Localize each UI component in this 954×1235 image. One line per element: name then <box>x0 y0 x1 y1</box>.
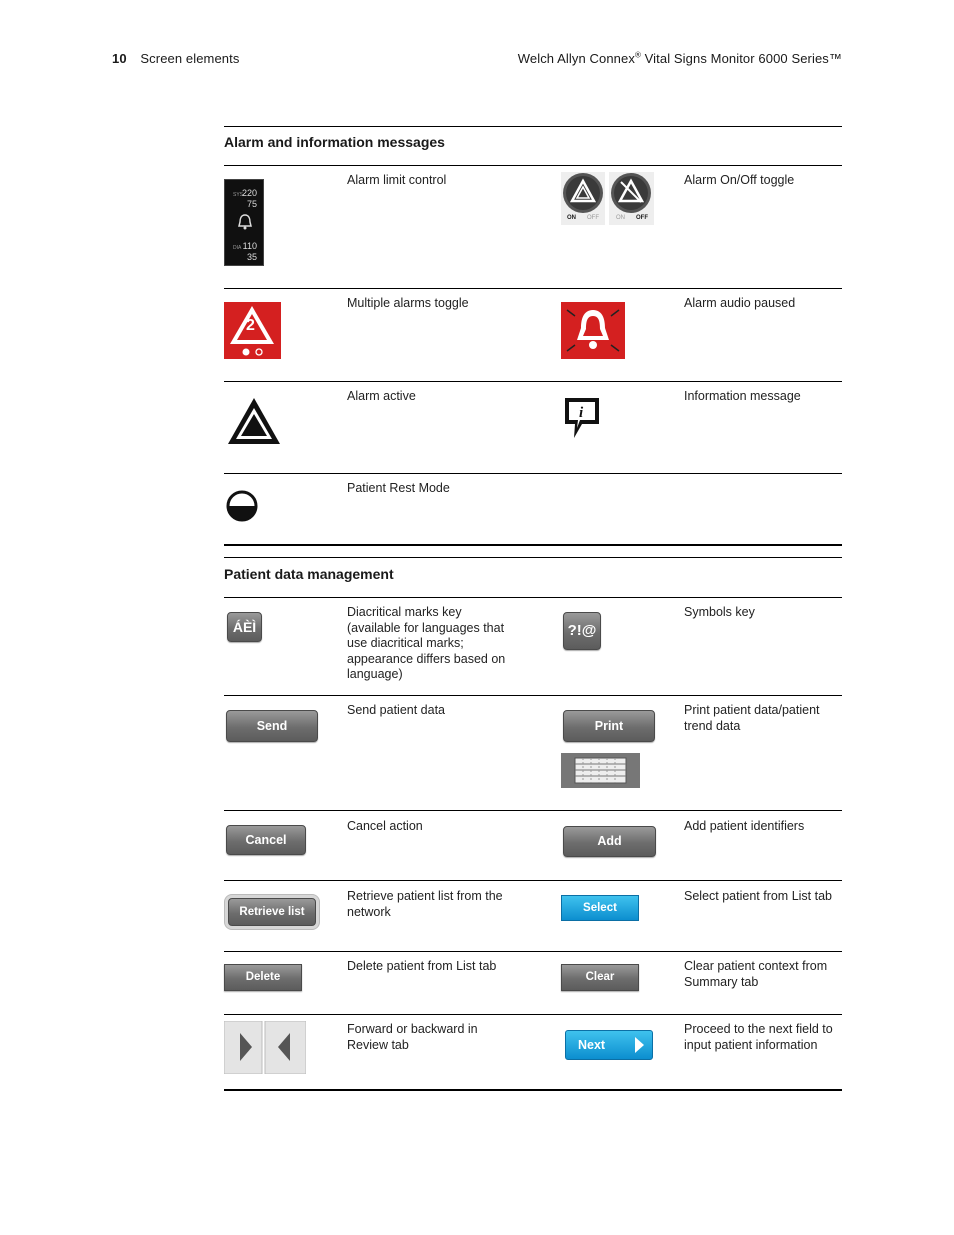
sys-high: 220 <box>241 188 257 198</box>
delete-button[interactable]: Delete <box>224 964 302 991</box>
information-icon <box>562 396 602 440</box>
retrieve-list-button[interactable]: Retrieve list <box>228 898 316 926</box>
alarm-toggle-icon <box>561 172 654 225</box>
keyboard-icon[interactable] <box>561 753 640 788</box>
registered-mark: ® <box>634 50 641 60</box>
dia-high: 110 <box>242 241 257 251</box>
proceed-next-label: Proceed to the next field to input patient information <box>684 1022 833 1052</box>
chevron-right-icon <box>633 1036 645 1054</box>
section-bottom-rule <box>224 1089 842 1091</box>
bell-icon <box>236 213 254 231</box>
page-number: 10 <box>112 51 127 66</box>
multiple-alarms-label: Multiple alarms toggle <box>347 296 469 310</box>
doc-title-rest: Vital Signs Monitor 6000 Series™ <box>640 51 842 66</box>
rest-mode-label: Patient Rest Mode <box>347 481 450 495</box>
alarm-audio-paused-icon <box>561 302 625 359</box>
add-identifiers-label: Add patient identifiers <box>684 819 805 833</box>
doc-title-main: Welch Allyn Connex <box>517 51 635 66</box>
delete-patient-label: Delete patient from List tab <box>347 959 497 973</box>
row-rule <box>224 951 842 952</box>
dia-low: 35 <box>246 252 257 262</box>
review-nav-buttons <box>224 1021 306 1074</box>
row-rule <box>224 880 842 881</box>
sys-label: SYS <box>233 192 244 198</box>
clear-button[interactable]: Clear <box>561 964 639 991</box>
symbols-key[interactable]: ?!@ <box>563 612 601 650</box>
page-header-right <box>518 51 842 66</box>
svg-text:i: i <box>579 405 584 421</box>
alarm-count: 2 <box>246 317 255 334</box>
toggle-on-label-2: ON <box>616 215 625 221</box>
patient-section-title: Patient data management <box>224 566 394 582</box>
cancel-button[interactable]: Cancel <box>226 825 306 855</box>
toggle-off-label-2: OFF <box>636 215 648 221</box>
row-rule <box>224 1014 842 1015</box>
send-data-label: Send patient data <box>347 703 445 717</box>
symbols-key-label: Symbols key <box>684 605 755 619</box>
select-patient-label: Select patient from List tab <box>684 889 832 903</box>
retrieve-list-label: Retrieve patient list from the network <box>347 889 503 919</box>
send-button[interactable]: Send <box>226 710 318 742</box>
alarm-active-label: Alarm active <box>347 389 416 403</box>
page-header-left <box>112 51 239 66</box>
alarm-section-title: Alarm and information messages <box>224 134 445 150</box>
forward-backward-label: Forward or backward in Review tab <box>347 1022 478 1052</box>
rest-mode-icon <box>226 490 258 522</box>
diacritical-key[interactable]: ÁÈÌ <box>227 612 262 642</box>
row-rule <box>224 597 842 598</box>
print-button[interactable]: Print <box>563 710 655 742</box>
next-button[interactable] <box>565 1030 653 1060</box>
cancel-action-label: Cancel action <box>347 819 423 833</box>
row-rule <box>224 810 842 811</box>
section-bottom-rule <box>224 544 842 546</box>
alarm-active-icon <box>224 394 284 450</box>
information-message-label: Information message <box>684 389 801 403</box>
row-rule <box>224 165 842 166</box>
section-name: Screen elements <box>140 51 240 66</box>
toggle-off-label-1: OFF <box>587 215 599 221</box>
section-top-rule <box>224 557 842 558</box>
sys-low: 75 <box>246 199 257 209</box>
diacritical-key-label: Diacritical marks key (available for languages that use diacritical marks; appearance differs based on language) <box>347 605 506 681</box>
alarm-limit-icon <box>224 179 264 266</box>
section-top-rule <box>224 126 842 127</box>
backward-button[interactable] <box>265 1021 306 1074</box>
next-button-label: Next <box>578 1038 606 1052</box>
print-data-label: Print patient data/patient trend data <box>684 703 820 733</box>
dia-label: DIA <box>233 245 242 251</box>
row-rule <box>224 695 842 696</box>
alarm-limit-label: Alarm limit control <box>347 173 447 187</box>
alarm-toggle-label: Alarm On/Off toggle <box>684 173 795 187</box>
toggle-on-label: ON <box>567 215 576 221</box>
forward-button[interactable] <box>224 1021 262 1074</box>
row-rule <box>224 288 842 289</box>
multiple-alarms-icon <box>224 302 281 359</box>
row-rule <box>224 381 842 382</box>
audio-paused-label: Alarm audio paused <box>684 296 796 310</box>
clear-context-label: Clear patient context from Summary tab <box>684 959 828 989</box>
row-rule <box>224 473 842 474</box>
select-button[interactable]: Select <box>561 895 639 921</box>
bell-paused-icon <box>561 302 625 359</box>
add-button[interactable]: Add <box>563 826 656 857</box>
